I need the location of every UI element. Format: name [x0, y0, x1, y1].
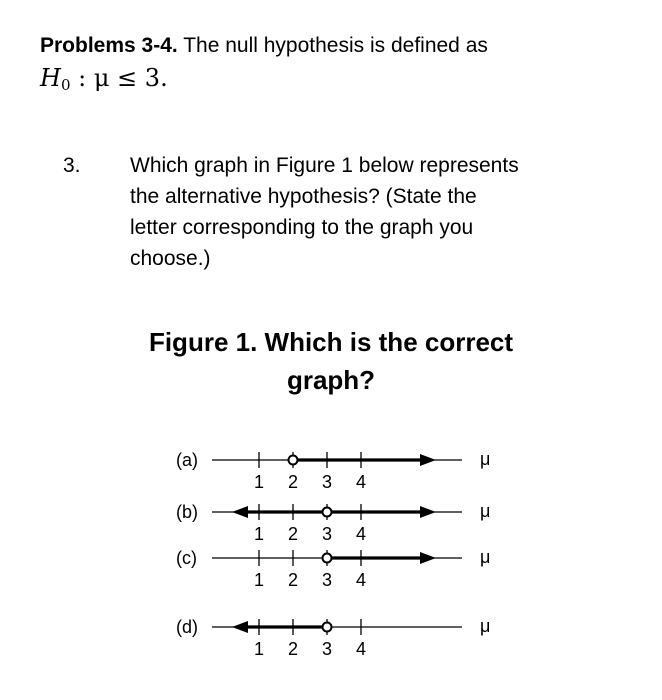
figure-title: [0, 323, 662, 399]
variable-label: μ: [480, 547, 491, 567]
tick-label: 3: [321, 472, 333, 492]
boundary-point: [323, 554, 332, 563]
tick-label: 3: [321, 524, 333, 544]
tick-label: 2: [287, 472, 299, 492]
graph-label: (d): [176, 617, 198, 637]
tick-label: 1: [253, 524, 265, 544]
tick-label: 1: [253, 472, 265, 492]
question-line: choose.): [130, 247, 211, 270]
question-text: [130, 150, 610, 274]
boundary-point: [323, 623, 332, 632]
tick-label: 4: [355, 524, 367, 544]
right-arrowhead: [420, 454, 436, 466]
tick-label: 3: [321, 639, 333, 659]
boundary-point: [323, 508, 332, 517]
null-hypothesis-formula: [40, 63, 168, 100]
left-arrowhead: [232, 621, 248, 633]
number-line-graphs: [0, 430, 662, 670]
figure-title-line: graph?: [286, 365, 376, 395]
tick-label: 1: [253, 639, 265, 659]
tick-label: 2: [287, 639, 299, 659]
problem-heading-bold: Problems 3-4.: [40, 34, 178, 57]
formula-subscript: 0: [60, 76, 71, 94]
question-line: letter corresponding to the graph you: [130, 216, 474, 239]
figure-title-line: Figure 1. Which is the correct: [148, 327, 514, 357]
tick-label: 4: [355, 639, 367, 659]
tick-label: 3: [321, 570, 333, 590]
graph-label: (b): [176, 502, 198, 522]
right-arrowhead: [420, 552, 436, 564]
right-arrowhead: [420, 506, 436, 518]
question-line: Which graph in Figure 1 below represents: [130, 154, 519, 177]
question-line: the alternative hypothesis? (State the: [130, 185, 477, 208]
graph-label: (a): [176, 450, 198, 470]
question-number: 3.: [63, 154, 81, 177]
variable-label: μ: [480, 616, 491, 636]
formula-symbol: H: [40, 64, 61, 92]
tick-label: 2: [287, 570, 299, 590]
tick-label: 4: [355, 472, 367, 492]
variable-label: μ: [480, 501, 491, 521]
left-arrowhead: [232, 506, 248, 518]
graph-label: (c): [176, 548, 197, 568]
variable-label: μ: [480, 449, 491, 469]
problem-intro: The null hypothesis is defined as: [177, 34, 488, 57]
tick-label: 1: [253, 570, 265, 590]
problem-heading: [40, 33, 488, 59]
formula-relation: : μ ≤ 3.: [70, 64, 168, 92]
tick-label: 2: [287, 524, 299, 544]
boundary-point: [289, 456, 298, 465]
tick-label: 4: [355, 570, 367, 590]
